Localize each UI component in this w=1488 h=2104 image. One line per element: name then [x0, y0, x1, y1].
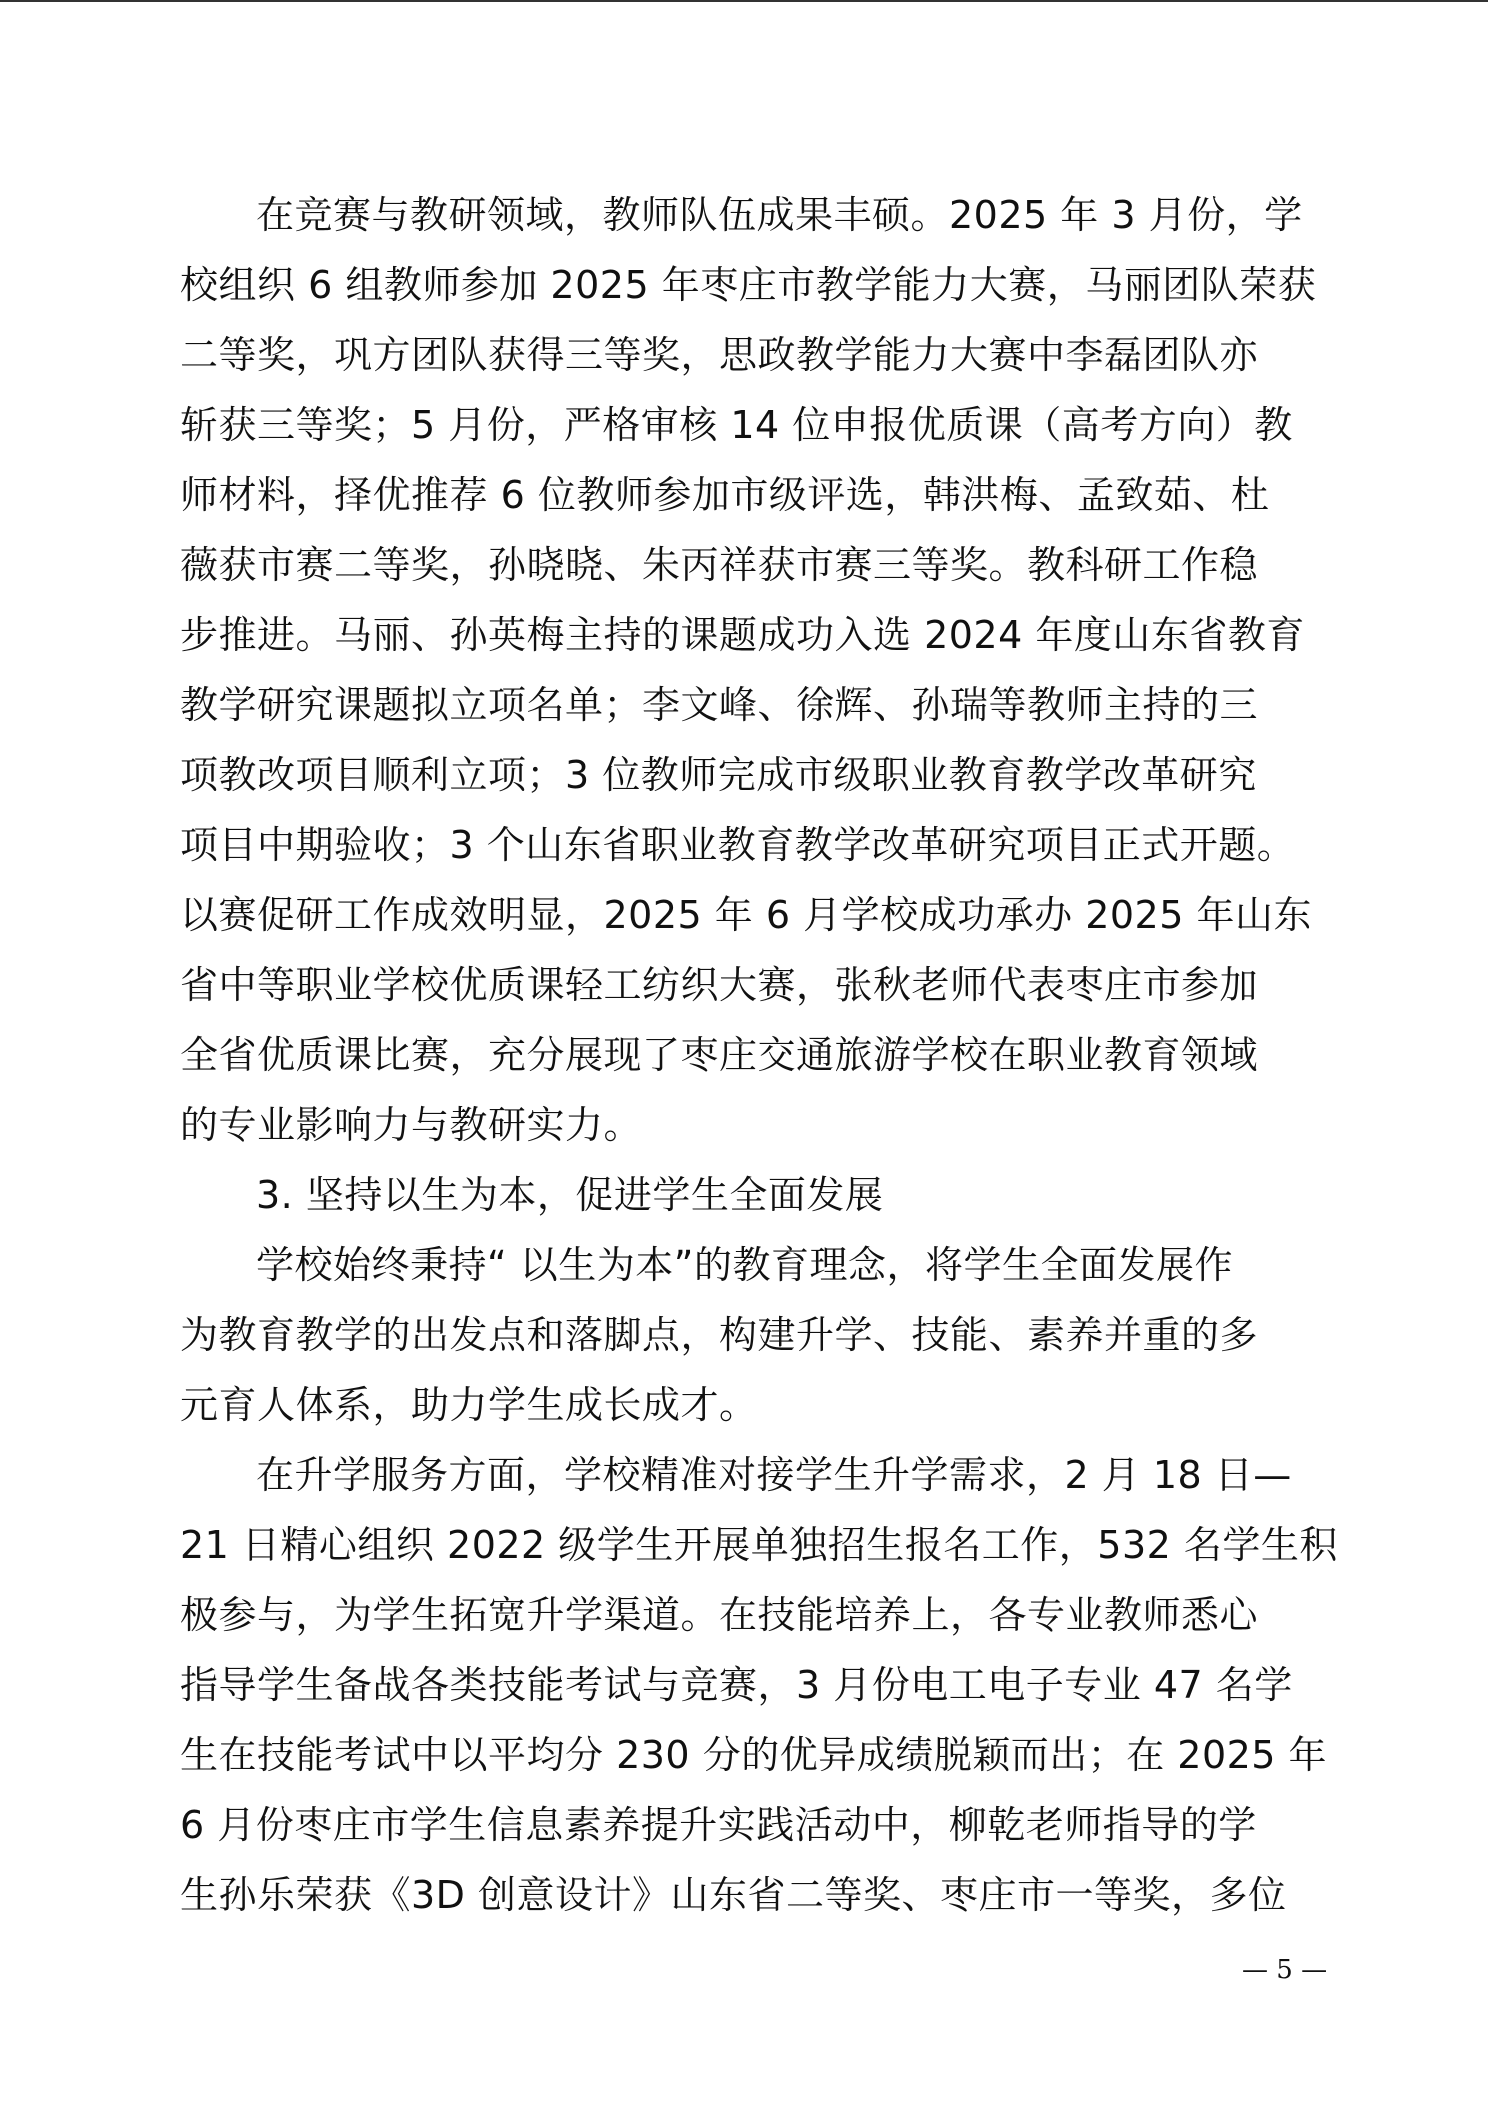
paragraph-line: 元育人体系，助力学生成长成才。 [180, 1383, 758, 1427]
paragraph-line: 二等奖，巩方团队获得三等奖，思政教学能力大赛中李磊团队亦 [180, 333, 1259, 377]
paragraph-line: 校组织 6 组教师参加 2025 年枣庄市教学能力大赛，马丽团队荣获 [180, 263, 1317, 307]
paragraph-line: 在竞赛与教研领域，教师队伍成果丰硕。2025 年 3 月份，学 [256, 193, 1303, 237]
paragraph-line: 极参与，为学生拓宽升学渠道。在技能培养上，各专业教师悉心 [180, 1593, 1259, 1637]
paragraph-line: 步推进。马丽、孙英梅主持的课题成功入选 2024 年度山东省教育 [180, 613, 1305, 657]
paragraph-line: 学校始终秉持“ 以生为本”的教育理念，将学生全面发展作 [256, 1243, 1233, 1287]
paragraph-line: 生在技能考试中以平均分 230 分的优异成绩脱颖而出；在 2025 年 [180, 1733, 1328, 1777]
top-border-line [0, 0, 1488, 2]
paragraph-line: 21 日精心组织 2022 级学生开展单独招生报名工作，532 名学生积 [180, 1523, 1338, 1567]
paragraph-line: 生孙乐荣获《3D 创意设计》山东省二等奖、枣庄市一等奖，多位 [180, 1873, 1287, 1917]
paragraph-line: 全省优质课比赛，充分展现了枣庄交通旅游学校在职业教育领域 [180, 1033, 1259, 1077]
paragraph-line: 省中等职业学校优质课轻工纺织大赛，张秋老师代表枣庄市参加 [180, 963, 1259, 1007]
section-heading: 3. 坚持以生为本，促进学生全面发展 [256, 1173, 884, 1217]
paragraph-line: 为教育教学的出发点和落脚点，构建升学、技能、素养并重的多 [180, 1313, 1259, 1357]
document-body [180, 180, 1338, 1930]
paragraph-line: 师材料，择优推荐 6 位教师参加市级评选，韩洪梅、孟致茹、杜 [180, 473, 1270, 517]
paragraph-line: 斩获三等奖；5 月份，严格审核 14 位申报优质课（高考方向）教 [180, 403, 1293, 447]
paragraph-line: 的专业影响力与教研实力。 [180, 1103, 643, 1147]
paragraph-line: 教学研究课题拟立项名单；李文峰、徐辉、孙瑞等教师主持的三 [180, 683, 1259, 727]
paragraph-line: 6 月份枣庄市学生信息素养提升实践活动中，柳乾老师指导的学 [180, 1803, 1257, 1847]
paragraph-line: 项教改项目顺利立项；3 位教师完成市级职业教育教学改革研究 [180, 753, 1257, 797]
page-number: — 5 — [1242, 1955, 1328, 1985]
paragraph-line: 以赛促研工作成效明显，2025 年 6 月学校成功承办 2025 年山东 [180, 893, 1312, 937]
paragraph-line: 薇获市赛二等奖，孙晓晓、朱丙祥获市赛三等奖。教科研工作稳 [180, 543, 1259, 587]
paragraph-line: 在升学服务方面，学校精准对接学生升学需求，2 月 18 日— [256, 1453, 1292, 1497]
paragraph-line: 项目中期验收；3 个山东省职业教育教学改革研究项目正式开题。 [180, 823, 1296, 867]
paragraph-line: 指导学生备战各类技能考试与竞赛，3 月份电工电子专业 47 名学 [180, 1663, 1293, 1707]
